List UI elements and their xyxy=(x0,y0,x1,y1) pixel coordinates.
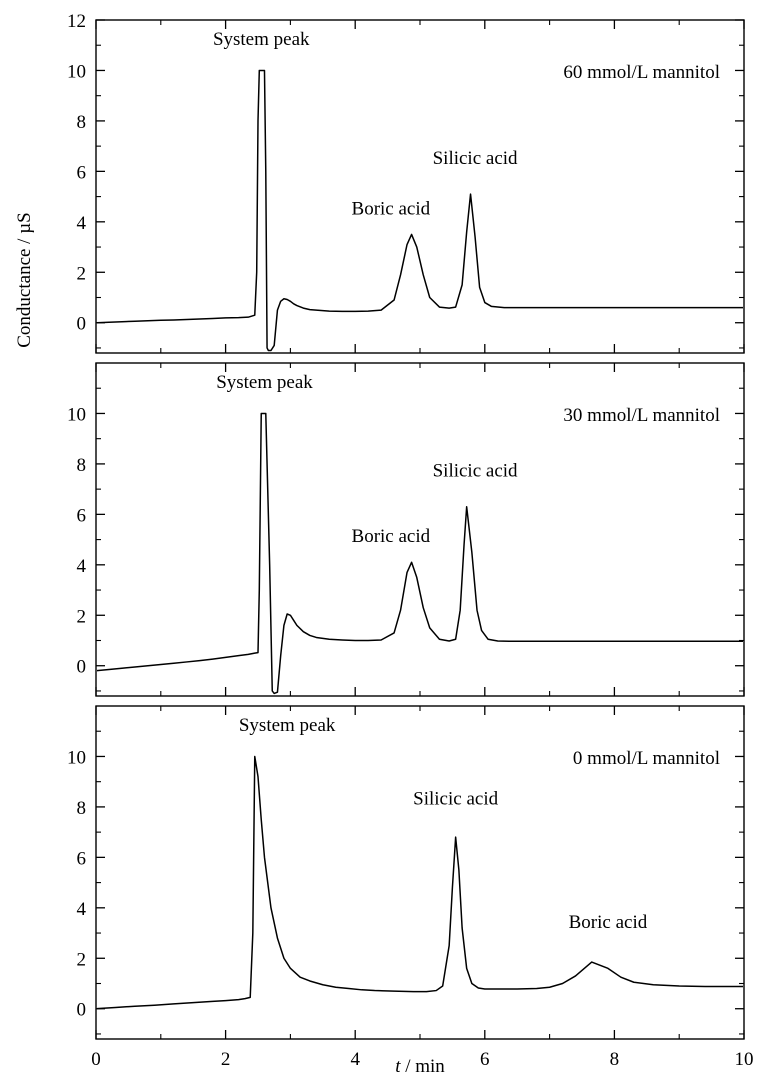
peak-annotation: Silicic acid xyxy=(432,147,518,169)
x-tick-label: 2 xyxy=(220,1049,231,1070)
y-tick-label: 0 xyxy=(76,999,86,1021)
x-tick-label: 8 xyxy=(609,1049,620,1070)
y-tick-label: 4 xyxy=(76,555,86,577)
y-tick-label: 8 xyxy=(76,454,86,476)
peak-annotation: Boric acid xyxy=(568,912,648,933)
y-tick-label: 10 xyxy=(67,747,86,769)
panel-0-mmol xyxy=(67,706,754,1070)
panel-60-mmol-title: 60 mmol/L mannitol xyxy=(563,62,720,83)
y-tick-label: 6 xyxy=(76,848,86,870)
peak-annotation: System peak xyxy=(238,715,336,737)
y-tick-label: 4 xyxy=(76,212,86,234)
y-tick-label: 8 xyxy=(76,797,86,819)
panel-30-mmol xyxy=(67,363,744,696)
y-tick-label: 2 xyxy=(76,263,86,285)
peak-annotation: Silicic acid xyxy=(413,788,499,810)
peak-annotation: System peak xyxy=(212,29,310,51)
y-tick-label: 10 xyxy=(67,404,86,426)
y-tick-label: 10 xyxy=(67,61,86,83)
x-tick-label: 6 xyxy=(480,1049,490,1070)
y-tick-label: 0 xyxy=(76,656,86,678)
y-axis-label: Conductance / µS xyxy=(14,212,35,348)
x-tick-label: 0 xyxy=(91,1049,101,1070)
x-tick-label: 10 xyxy=(734,1049,754,1070)
peak-annotation: Silicic acid xyxy=(432,460,518,482)
peak-annotation: Boric acid xyxy=(351,526,431,548)
x-axis-label: t / min xyxy=(395,1056,445,1077)
panel-0-mmol-title: 0 mmol/L mannitol xyxy=(572,748,720,769)
y-tick-label: 2 xyxy=(76,606,86,628)
panel-60-mmol xyxy=(67,11,744,353)
y-tick-label: 6 xyxy=(76,162,86,184)
y-tick-label: 2 xyxy=(76,949,86,971)
x-tick-label: 4 xyxy=(350,1049,360,1070)
y-tick-label: 12 xyxy=(67,11,86,32)
y-tick-label: 8 xyxy=(76,111,86,133)
panel-30-mmol-title: 30 mmol/L mannitol xyxy=(563,405,720,426)
y-tick-label: 0 xyxy=(76,313,86,335)
peak-annotation: Boric acid xyxy=(351,198,431,220)
y-tick-label: 6 xyxy=(76,505,86,527)
peak-annotation: System peak xyxy=(216,372,313,394)
panel-30-mmol-trace xyxy=(96,413,744,693)
y-tick-label: 4 xyxy=(76,898,86,920)
